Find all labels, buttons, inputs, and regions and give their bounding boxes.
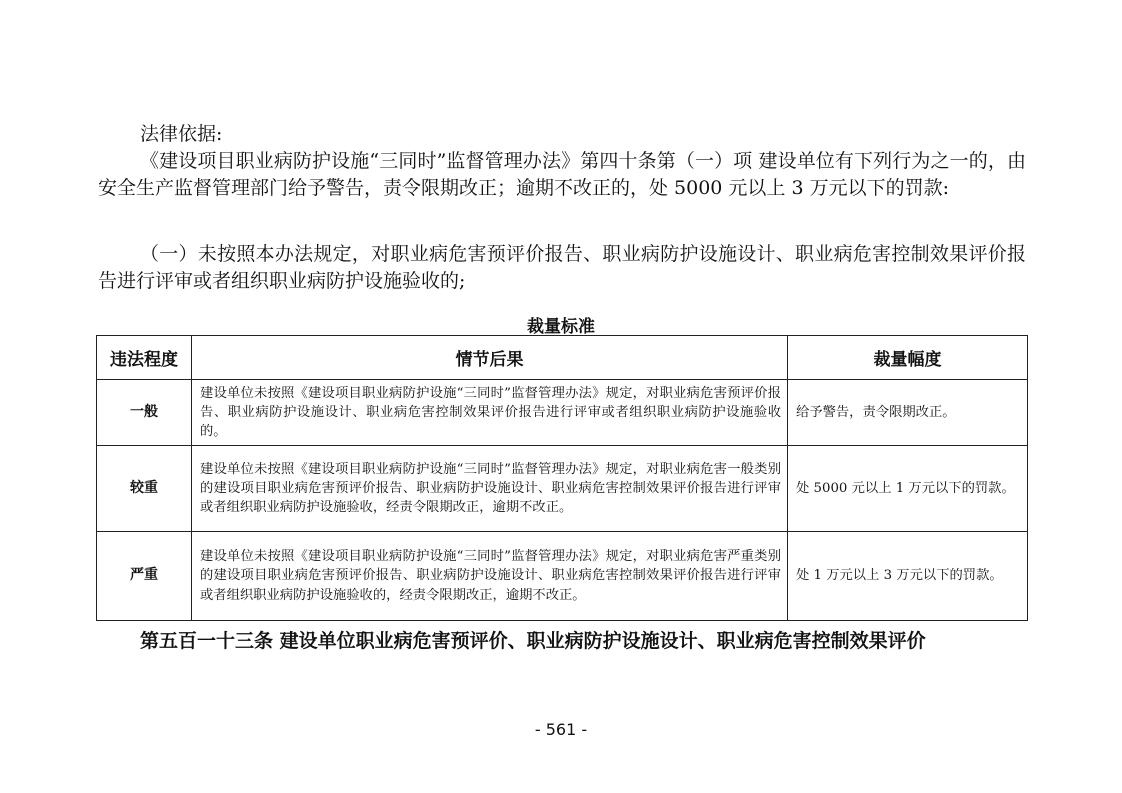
page-number: - 561 - [534,720,588,739]
row-circumstance: 建设单位未按照《建设项目职业病防护设施“三同时”监督管理办法》规定，对职业病危害预评价报告、职业病防护设施设计、职业病危害控制效果评价报告进行评审或者组织职业病防护设施验收的。 [192,380,788,446]
table-row [97,380,1028,446]
legal-basis-label: 法律依据: [140,123,223,145]
row-level: 严重 [97,532,192,621]
row-level: 一般 [97,380,192,446]
table-row [97,532,1028,621]
article-heading: 第五百一十三条 建设单位职业病危害预评价、职业病防护设施设计、职业病危害控制效果评价 [140,630,926,652]
clause-one-paragraph: （一）未按照本办法规定，对职业病危害预评价报告、职业病防护设施设计、职业病危害控制效果评价报告进行评审或者组织职业病防护设施验收的; [98,243,1026,292]
table-header-row [97,336,1028,380]
header-circumstance: 情节后果 [192,336,788,380]
row-level: 较重 [97,446,192,532]
discretion-standard-table [96,335,1028,621]
row-circumstance: 建设单位未按照《建设项目职业病防护设施“三同时”监督管理办法》规定，对职业病危害一般类别的建设项目职业病危害预评价报告、职业病防护设施设计、职业病危害控制效果评价报告进行评审或者组织职业病防护设施验收，经责令限期改正，逾期不改正。 [192,446,788,532]
table-row [97,446,1028,532]
row-circumstance: 建设单位未按照《建设项目职业病防护设施“三同时”监督管理办法》规定，对职业病危害严重类别的建设项目职业病危害预评价报告、职业病防护设施设计、职业病危害控制效果评价报告进行评审或者组织职业病防护设施验收的，经责令限期改正，逾期不改正。 [192,532,788,621]
row-penalty: 处 5000 元以上 1 万元以下的罚款。 [788,446,1028,532]
row-penalty: 给予警告，责令限期改正。 [788,380,1028,446]
legal-basis-paragraph: 《建设项目职业病防护设施“三同时”监督管理办法》第四十条第（一）项 建设单位有下列行为之一的，由安全生产监督管理部门给予警告，责令限期改正；逾期不改正的，处 5000 元以上 3 万元以下的罚款: [98,150,1026,199]
header-penalty-range: 裁量幅度 [788,336,1028,380]
header-violation-degree: 违法程度 [97,336,192,380]
table-title: 裁量标准 [527,317,595,337]
row-penalty: 处 1 万元以上 3 万元以下的罚款。 [788,532,1028,621]
